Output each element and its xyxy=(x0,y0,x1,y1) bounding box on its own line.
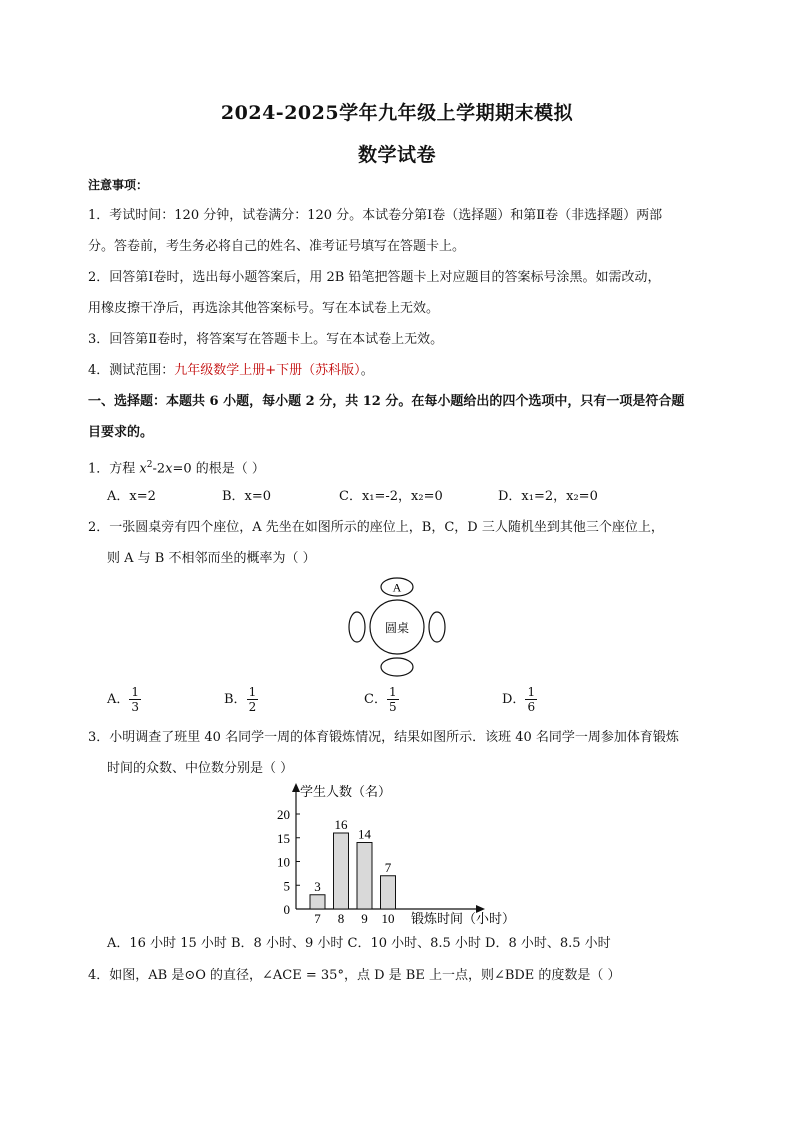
page-subtitle: 数学试卷 xyxy=(357,144,436,166)
note-2-line-1: 2．回答第Ⅰ卷时，选出每小题答案后，用 2B 铅笔把答题卡上对应题目的答案标号涂黑。如需改动， xyxy=(88,270,661,285)
table-label: 圆桌 xyxy=(384,621,410,635)
seat-left xyxy=(349,612,365,642)
note-1-line-2: 分。答卷前，考生务必将自己的姓名、准考证号填写在答题卡上。 xyxy=(88,239,466,254)
page-title: 2024-2025学年九年级上学期期末模拟 xyxy=(220,102,574,124)
q2-option-d-num: 1 xyxy=(527,685,536,699)
question-4-line: 4．如图，AB 是⊙O 的直径，∠ACE = 35°，点 D 是 BE 上一点，则∠BDE 的度数是（ ） xyxy=(88,968,621,983)
y-axis-label: 学生人数（名） xyxy=(300,784,392,799)
question-3-line-1: 3．小明调查了班里 40 名同学一周的体育锻炼情况，结果如图所示．该班 40 名同学一周参加体育锻炼 xyxy=(88,730,679,745)
question-1-stem xyxy=(88,455,265,479)
y-tick-label: 20 xyxy=(277,807,290,822)
q2-option-c-den: 5 xyxy=(388,700,397,714)
question-2-line-1: 2．一张圆桌旁有四个座位，A 先坐在如图所示的座位上，B，C，D 三人随机坐到其他三个座位上， xyxy=(88,520,664,535)
x-axis-label: 锻炼时间（小时） xyxy=(411,911,516,926)
q2-option-d-den: 6 xyxy=(527,700,536,714)
notes-heading: 注意事项： xyxy=(88,178,149,192)
bar-value-label: 16 xyxy=(334,817,348,832)
q2-option-b-den: 2 xyxy=(248,700,257,714)
y-tick-label: 10 xyxy=(277,854,290,870)
q2-option-c-letter: C． xyxy=(364,692,387,707)
y-tick-label: 15 xyxy=(277,830,290,846)
seat-right xyxy=(429,612,445,642)
section-1-heading-line-2: 目要求的。 xyxy=(88,425,154,440)
q1-suffix: =0 的根是（ ） xyxy=(172,461,265,477)
q1-var-x: x xyxy=(139,461,147,477)
note-4-suffix: 。 xyxy=(360,363,374,378)
x-tick-label: 7 xyxy=(314,911,321,926)
section-1-heading-line-1: 一、选择题：本题共 6 小题，每小题 2 分，共 12 分。在每小题给出的四个选项中，只有一项是符合题 xyxy=(88,394,685,409)
exercise-time-bar-chart xyxy=(264,778,528,930)
q2-option-b-letter: B． xyxy=(224,692,247,707)
q2-option-d[interactable] xyxy=(502,683,537,717)
q1-option-d[interactable]: D．x₁=2，x₂=0 xyxy=(498,489,598,504)
q2-option-a-num: 1 xyxy=(131,685,140,699)
bar xyxy=(357,843,372,910)
bar-value-label: 14 xyxy=(358,826,371,842)
q1-mid: -2 xyxy=(152,461,166,477)
note-1-line-1: 1．考试时间：120 分钟，试卷满分：120 分。本试卷分第Ⅰ卷（选择题）和第Ⅱ卷（非选择题）两部 xyxy=(88,208,663,223)
q2-option-a-den: 3 xyxy=(131,700,140,714)
q2-option-d-letter: D． xyxy=(502,692,526,707)
note-4-prefix: 4．测试范围： xyxy=(88,363,175,378)
y-tick-label: 5 xyxy=(283,878,290,894)
y-tick-label: 0 xyxy=(283,902,290,917)
q3-options[interactable]: A．16 小时 15 小时 B．8 小时、9 小时 C．10 小时、8.5 小时 D．8 小时、8.5 小时 xyxy=(107,936,611,951)
test-range: 九年级数学上册+下册（苏科版） xyxy=(174,363,361,378)
q1-exponent: 2 xyxy=(146,460,153,470)
q2-option-a[interactable] xyxy=(107,683,141,717)
q2-option-c[interactable] xyxy=(364,683,399,717)
note-3: 3．回答第Ⅱ卷时，将答案写在答题卡上。写在本试卷上无效。 xyxy=(88,332,444,347)
q1-option-b[interactable]: B．x=0 xyxy=(222,489,272,504)
note-2-line-2: 用橡皮擦干净后，再选涂其他答案标号。写在本试卷上无效。 xyxy=(88,301,440,316)
bar xyxy=(381,876,396,909)
q1-option-a[interactable]: A．x=2 xyxy=(107,489,156,504)
seat-bottom xyxy=(381,658,413,676)
x-tick-label: 9 xyxy=(361,911,368,926)
q2-option-a-letter: A． xyxy=(107,692,130,707)
x-tick-label: 10 xyxy=(381,911,395,926)
question-2-line-2: 则 A 与 B 不相邻而坐的概率为（ ） xyxy=(107,551,316,566)
seat-a-label: A xyxy=(392,580,402,595)
q2-option-b[interactable] xyxy=(224,683,258,717)
y-axis-arrow xyxy=(292,783,300,792)
x-tick-label: 8 xyxy=(337,911,345,926)
bar xyxy=(310,895,325,909)
question-3-line-2: 时间的众数、中位数分别是（ ） xyxy=(107,761,294,776)
q1-prefix: 1．方程 xyxy=(88,461,140,477)
q1-var-x2: x xyxy=(165,461,173,477)
q2-option-c-num: 1 xyxy=(388,685,397,699)
note-4 xyxy=(88,361,374,381)
q2-option-b-num: 1 xyxy=(248,685,257,699)
bar-value-label: 7 xyxy=(384,859,392,875)
bar-value-label: 3 xyxy=(314,878,321,894)
q1-option-c[interactable]: C．x₁=-2，x₂=0 xyxy=(339,489,443,504)
bar xyxy=(334,833,349,909)
round-table-figure xyxy=(340,576,450,678)
